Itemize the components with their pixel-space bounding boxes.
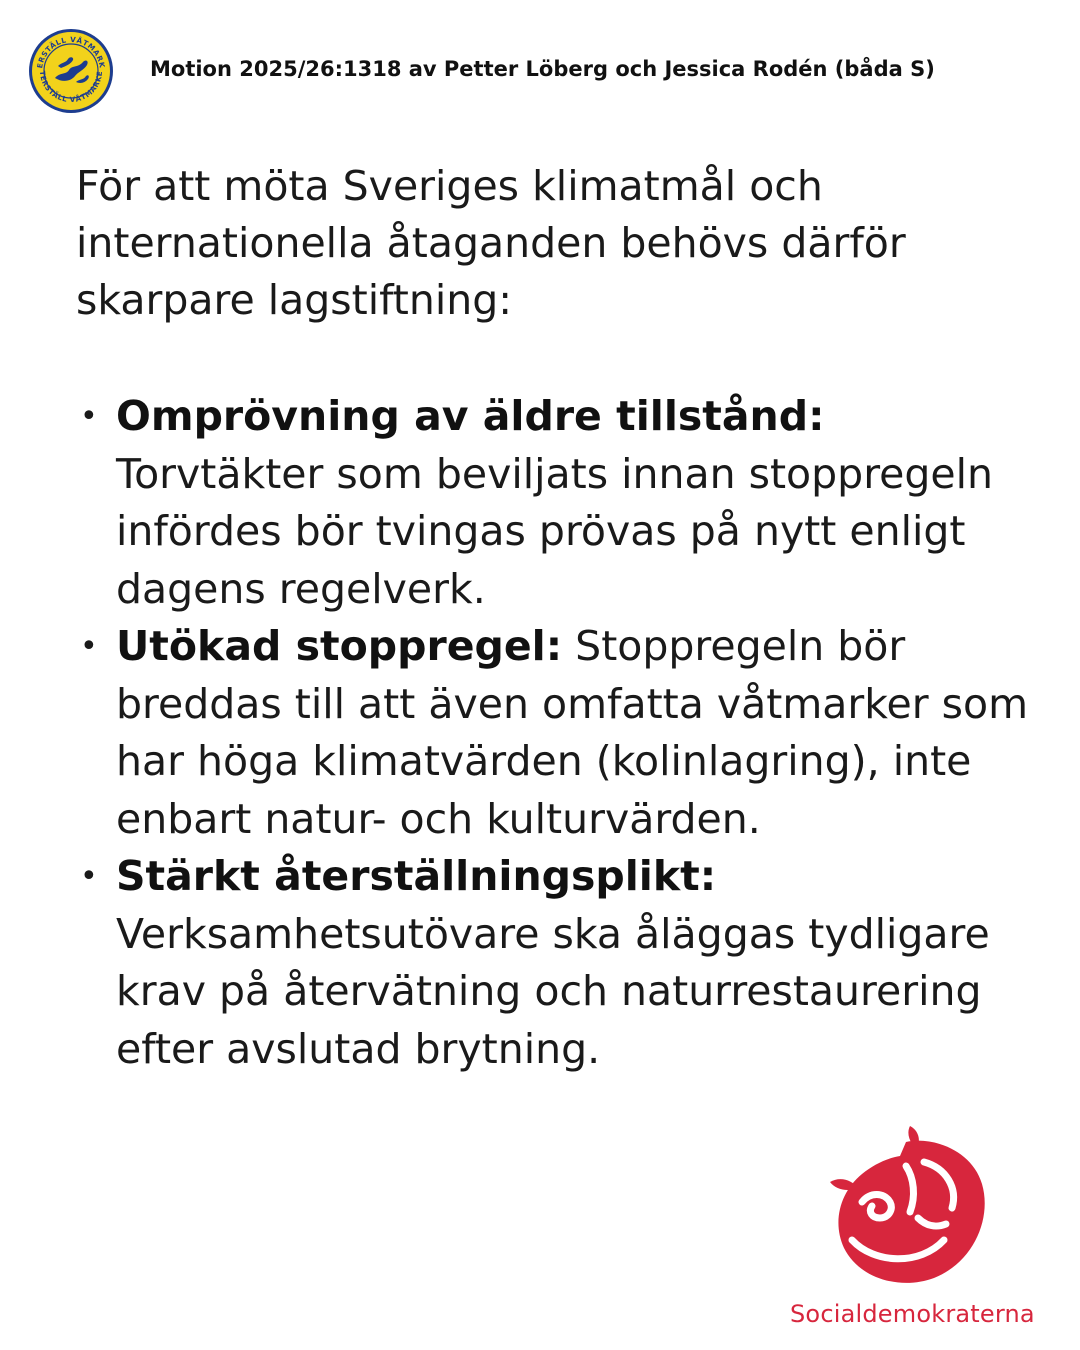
motion-title: Motion 2025/26:1318 av Petter Löberg och Jessica Rodén (båda S) [150,57,935,81]
list-item [76,848,1036,1078]
party-rose-logo [822,1122,990,1290]
rose-icon [822,1122,990,1290]
badge-label: ERSTÄLL VÅTMARK [35,34,107,69]
proposal-list [76,388,1036,1078]
point-heading: Stärkt återställningsplikt: [116,852,717,900]
badge-label-bottom: TERSTÄLL VÅTMARKE [37,70,105,105]
point-heading: Omprövning av äldre tillstånd: [116,392,825,440]
point-heading: Utökad stoppregel: [116,622,563,670]
point-text: Torvtäkter som beviljats innan stoppregeln infördes bör tvingas prövas på nytt enligt dagens regelverk. [116,449,993,613]
point-text: Verksamhetsutövare ska åläggas tydligare krav på återvätning och naturrestaurering efter avslutad brytning. [116,909,990,1073]
list-item [76,388,1036,618]
brand-name: Socialdemokraterna [790,1300,1035,1328]
bullet-icon: • [80,629,98,664]
list-item [76,618,1036,848]
wetland-badge-icon [28,28,114,114]
bullet-icon: • [80,399,98,434]
point-text: Stoppregeln bör breddas till att även omfatta våtmarker som har höga klimatvärden (kolinlagring), inte enbart natur- och kulturvärden. [116,622,1029,843]
bullet-icon: • [80,859,98,894]
intro-paragraph: För att möta Sveriges klimatmål och internationella åtaganden behövs därför skarpare lagstiftning: [76,162,906,324]
campaign-badge-logo [28,28,114,114]
